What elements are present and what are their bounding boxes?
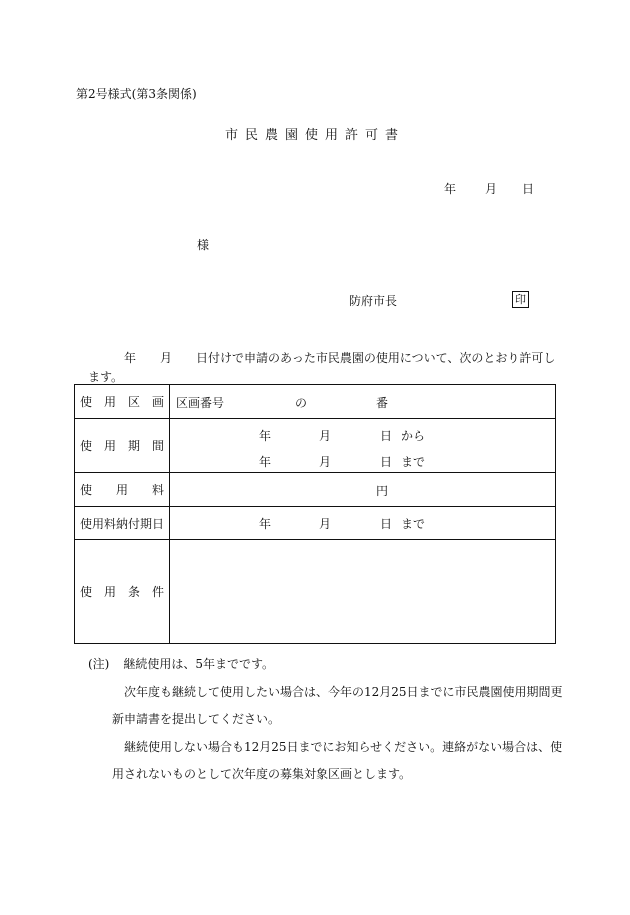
value-plot — [170, 385, 556, 419]
plot-no: の — [295, 395, 308, 410]
form-code: 第2号様式(第3条関係) — [76, 87, 197, 101]
issue-date — [444, 180, 534, 197]
intro-line-1: 年 月 日付けで申請のあった市民農園の使用について、次のとおり許可し — [124, 351, 556, 365]
document-title: 市民農園使用許可書 — [224, 128, 405, 143]
issuer-name: 防府市長 — [349, 294, 398, 308]
value-fee — [170, 473, 556, 507]
value-payment-due: 年 月 日 まで — [170, 507, 556, 540]
intro-line-2: ます。 — [88, 370, 124, 384]
date-month: 月 — [485, 182, 498, 196]
row-fee — [75, 473, 556, 507]
notes — [76, 651, 566, 789]
label-plot: 使 用 区 画 — [75, 385, 170, 419]
date-day: 日 — [522, 182, 535, 196]
row-payment-due — [75, 507, 556, 540]
fee-unit: 円 — [376, 483, 389, 498]
plot-ban: 番 — [376, 395, 389, 410]
note-line-3: 新申請書を提出してください。 — [112, 712, 281, 726]
row-conditions — [75, 540, 556, 644]
label-conditions: 使 用 条 件 — [75, 540, 170, 644]
permit-table — [74, 384, 556, 644]
value-conditions — [170, 540, 556, 644]
addressee-suffix: 様 — [197, 238, 210, 252]
note-line-4: 継続使用しない場合も12月25日までにお知らせください。連絡がない場合は、使 — [124, 739, 563, 754]
note-line-5: 用されないものとして次年度の募集対象区画とします。 — [112, 767, 412, 781]
label-fee: 使 用 料 — [75, 473, 170, 507]
value-period: 年 月 日 から 年 月 日 まで — [170, 419, 556, 473]
note-line-1: (注) 継続使用は、5年までです。 — [88, 657, 275, 671]
plot-number-label: 区画番号 — [176, 395, 225, 410]
row-period — [75, 419, 556, 473]
label-payment-due: 使用料納付期日 — [75, 507, 170, 540]
row-plot — [75, 385, 556, 419]
note-heading: (注) — [88, 657, 110, 671]
seal-mark: 印 — [512, 291, 529, 308]
note-line-2: 次年度も継続して使用したい場合は、今年の12月25日までに市民農園使用期間更 — [124, 684, 563, 699]
label-period: 使 用 期 間 — [75, 419, 170, 473]
date-year: 年 — [444, 182, 457, 196]
